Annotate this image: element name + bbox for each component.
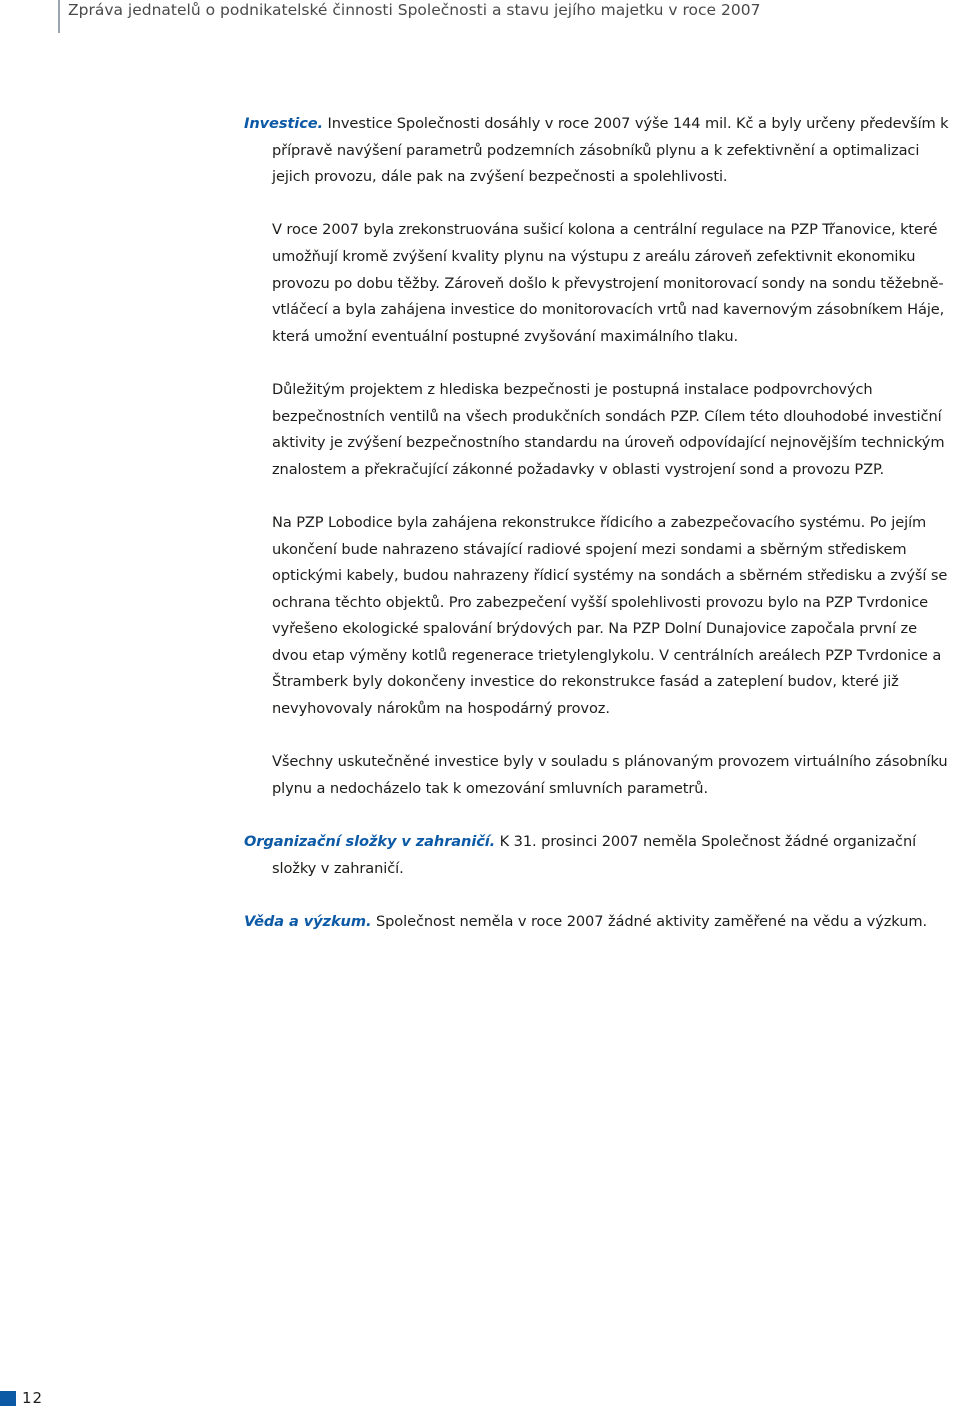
tranovice-paragraph: V roce 2007 byla zrekonstruována sušicí kolona a centrální regulace na PZP Třanovice, které umožňují kromě zvýšení kvality plynu na výstupu z areálu zároveň zefektivnit ekonomiku provozu po dobu těžby. Zároveň došlo k převystrojení monitorovací sondy na sondu těžebně-vtláčecí a byla zahájena investice do monitorovacích vrtů nad kavernovým zásobníkem Háje, která umožní eventuální postupné zvyšování maximálního tlaku. — [272, 221, 945, 345]
page-number: 12 — [22, 1389, 44, 1407]
document-body — [244, 111, 956, 962]
lobodice-paragraph: Na PZP Lobodice byla zahájena rekonstrukce řídicího a zabezpečovacího systému. Po jejím ukončení bude nahrazeno stávající radiové spojení mezi sondami a sběrným střediskem optickými kabely, budou nahrazeny řídicí systémy na sondách a sběrném středisku a zvýší se ochrana těchto objektů. Pro zabezpečení vyšší spolehlivosti provozu bylo na PZP Tvrdonice vyřešeno ekologické spalování brýdových par. Na PZP Dolní Dunajovice započala první ze dvou etap výměny kotlů regenerace trietylenglykolu. V centrálních areálech PZP Tvrdonice a Štramberk byly dokončeny investice do rekonstrukce fasád a zateplení budov, které již nevyhovovaly nárokům na hospodárný provoz. — [272, 513, 948, 718]
virtual-storage-paragraph: Všechny uskutečněné investice byly v souladu s plánovaným provozem virtuálního zásobníku plynu a nedocházelo tak k omezování smluvních parametrů. — [272, 753, 948, 797]
veda-heading: Věda a výzkum. — [244, 912, 372, 930]
investice-paragraph — [244, 111, 956, 191]
veda-paragraph — [244, 909, 956, 936]
page-marker — [0, 1391, 16, 1406]
organizacni-heading: Organizační složky v zahraničí. — [244, 833, 496, 851]
investice-heading: Investice. — [244, 115, 323, 132]
organizacni-text: K 31. prosinci 2007 neměla Společnost žádné organizační složky v zahraničí. — [272, 833, 917, 877]
page-header-title: Zpráva jednatelů o podnikatelské činnosti Společnosti a stavu jejího majetku v roce 2007 — [68, 1, 761, 19]
organizacni-paragraph — [244, 829, 956, 882]
safety-valves-paragraph: Důležitým projektem z hlediska bezpečnosti je postupná instalace podpovrchových bezpečnostních ventilů na všech produkčních sondách PZP. Cílem této dlouhodobé investiční aktivity je zvýšení bezpečnostního standardu na úroveň odpovídající nejnovějším technickým znalostem a překračující zákonné požadavky v oblasti vystrojení sond a provozu PZP. — [272, 380, 945, 478]
investice-text: Investice Společnosti dosáhly v roce 2007 výše 144 mil. Kč a byly určeny především k přípravě navýšení parametrů podzemních zásobníků plynu a k zefektivnění a optimalizaci jejich provozu, dále pak na zvýšení bezpečnosti a spolehlivosti. — [272, 115, 949, 186]
header-rule — [58, 0, 60, 33]
veda-text: Společnost neměla v roce 2007 žádné aktivity zaměřené na vědu a výzkum. — [375, 912, 928, 930]
